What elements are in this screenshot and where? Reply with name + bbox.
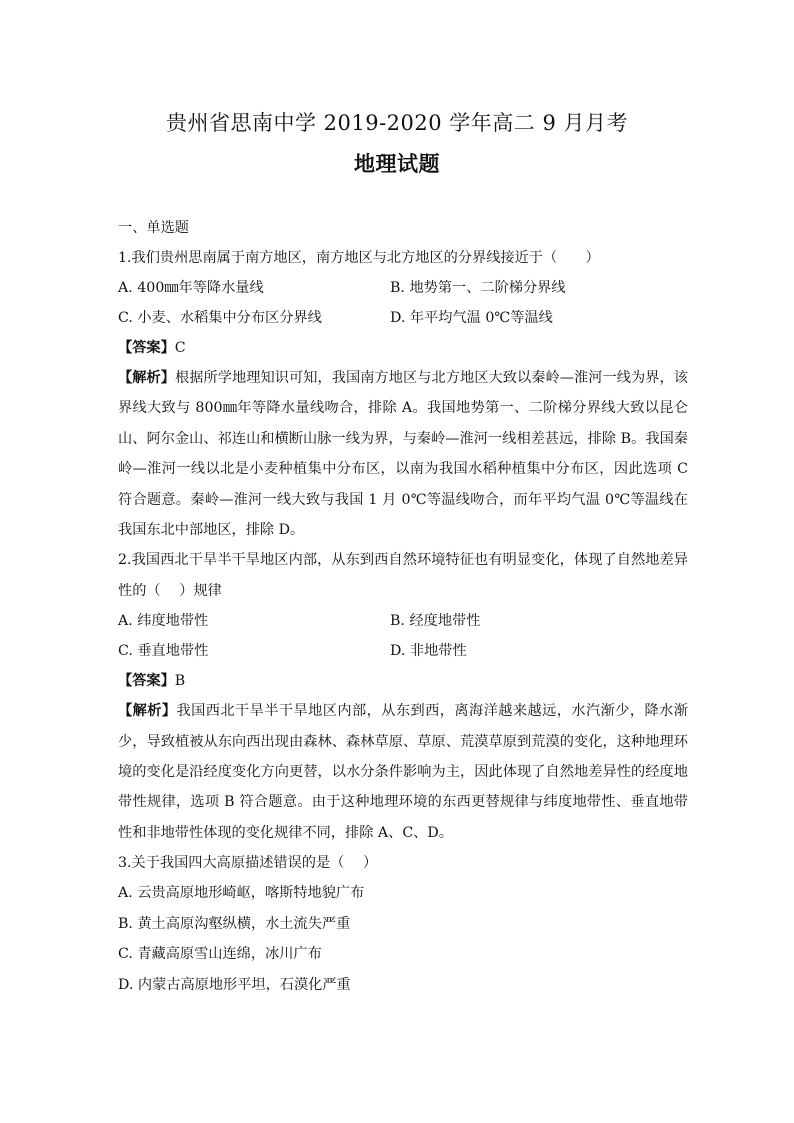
option-b: B. 黄土高原沟壑纵横，水土流失严重 <box>118 915 351 932</box>
option-row <box>118 606 688 636</box>
question-stem: 2.我国西北干旱半干旱地区内部，从东到西自然环境特征也有明显变化，体现了自然地差异性的（ ）规律 <box>118 552 688 599</box>
option-row <box>118 303 688 333</box>
option-d: D. 内蒙古高原地形平坦，石漠化严重 <box>118 976 351 993</box>
question-3 <box>118 848 688 1000</box>
document-subtitle: 地理试题 <box>354 151 440 176</box>
analysis-text: 根据所学地理知识可知，我国南方地区与北方地区大致以秦岭—淮河一线为界，该界线大致与 800㎜年等降水量线吻合，排除 A。我国地势第一、二阶梯分界线大致以昆仑山、阿尔金山、祁连山和横断山脉一线为界，与秦岭—淮河一线相差甚远，排除 B。我国秦岭—淮河一线以北是小麦种植集中分布区，以南为我国水稻种植集中分布区，因此选项 C 符合题意。秦岭—淮河一线大致与我国 1 月 0℃等温线吻合，而年平均气温 0℃等温线在我国东北中部地区，排除 D。 <box>118 370 688 539</box>
analysis-text: 我国西北干旱半干旱地区内部，从东到西，离海洋越来越远，水汽渐少，降水渐少，导致植被从东向西出现由森林、森林草原、草原、荒漠草原到荒漠的变化，这种地理环境的变化是沿经度变化方向更替，以水分条件影响为主，因此体现了自然地差异性的经度地带性规律，选项 B 符合题意。由于这种地理环境的东西更替规律与纬度地带性、垂直地带性和非地带性体现的变化规律不同，排除 A、C、D。 <box>118 703 688 841</box>
option-a: A. 纬度地带性 <box>118 613 209 630</box>
question-stem: 3.关于我国四大高原描述错误的是（ ） <box>118 855 378 872</box>
answer-value: B <box>174 673 186 690</box>
analysis-paragraph <box>118 363 688 545</box>
document-title: 贵州省思南中学 2019-2020 学年高二 9 月月考 <box>165 111 629 135</box>
section-heading: 一、单选题 <box>118 220 189 236</box>
option-d: D. 年平均气温 0℃等温线 <box>390 310 553 326</box>
answer-label: 【答案】 <box>118 673 175 690</box>
option-c: C. 青藏高原雪山连绵，冰川广布 <box>118 946 322 963</box>
option-b: B. 经度地带性 <box>390 613 481 630</box>
answer-label: 【答案】 <box>118 340 175 356</box>
answer-value: C <box>174 340 186 356</box>
analysis-label: 【解析】 <box>118 370 176 386</box>
question-2 <box>118 545 688 848</box>
question-stem: 1.我们贵州思南属于南方地区，南方地区与北方地区的分界线接近于（ ） <box>118 250 600 266</box>
answer-line <box>118 666 688 696</box>
analysis-label: 【解析】 <box>118 703 177 720</box>
analysis-paragraph <box>118 696 688 848</box>
option-c: C. 小麦、水稻集中分布区分界线 <box>118 310 322 326</box>
option-b: B. 地势第一、二阶梯分界线 <box>390 280 566 296</box>
option-c: C. 垂直地带性 <box>118 643 209 660</box>
option-row <box>118 273 688 303</box>
option-row <box>118 636 688 666</box>
answer-line <box>118 333 688 363</box>
option-a: A. 云贵高原地形崎岖，喀斯特地貌广布 <box>118 885 365 902</box>
question-1 <box>118 243 688 545</box>
document-body <box>118 213 688 1000</box>
option-d: D. 非地带性 <box>390 643 467 660</box>
option-a: A. 400㎜年等降水量线 <box>118 280 264 296</box>
